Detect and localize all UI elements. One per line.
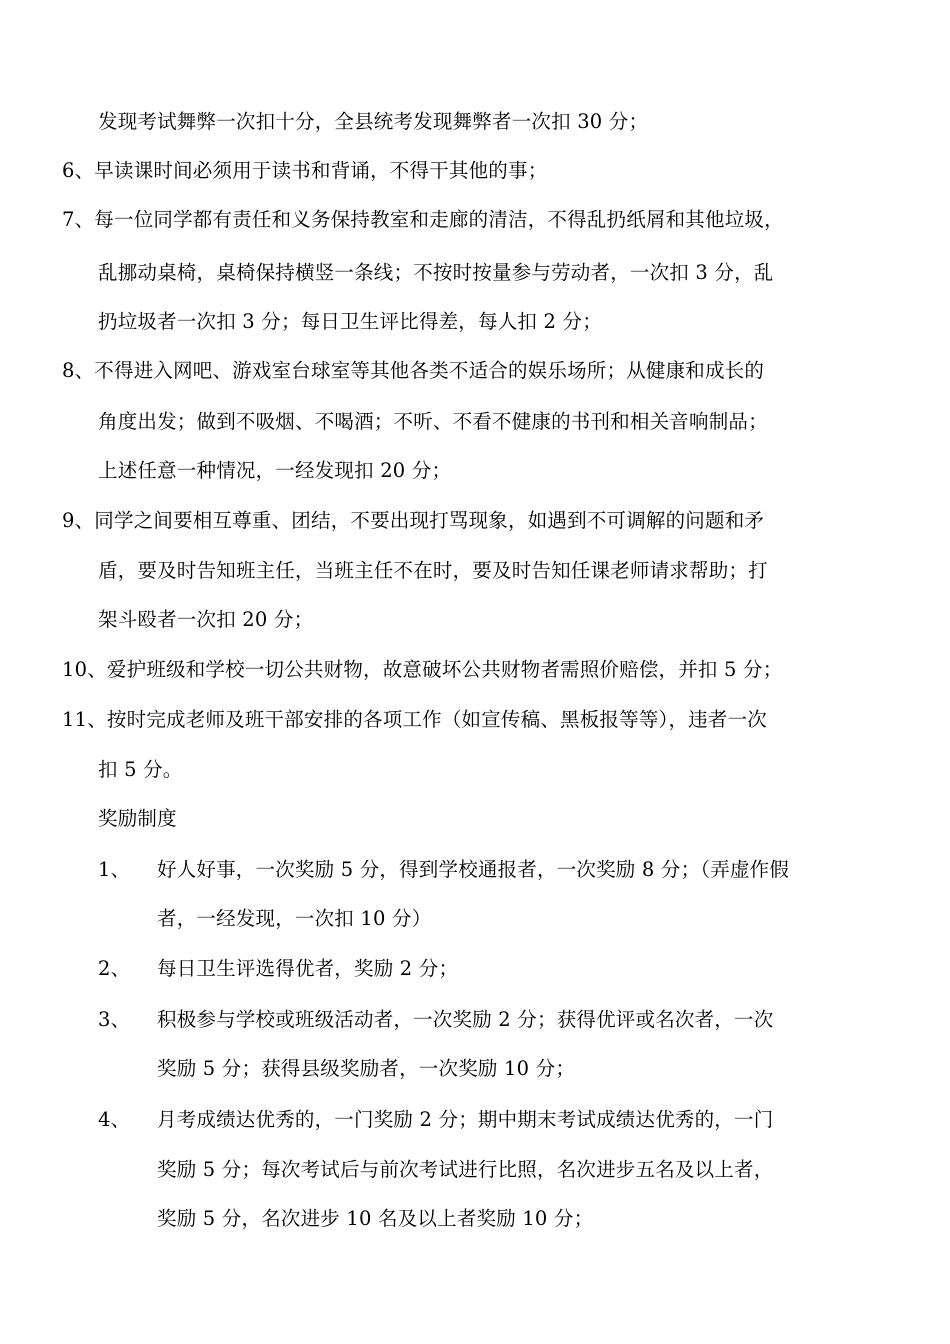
reward-number: 4、 (98, 1108, 131, 1131)
rule-item-11: 11、按时完成老师及班干部安排的各项工作（如宣传稿、黑板报等等），违者一次 (62, 708, 767, 731)
reward-number: 1、 (98, 858, 131, 881)
rule-item-9: 9、同学之间要相互尊重、团结，不要出现打骂现象，如遇到不可调解的问题和矛 (62, 509, 765, 532)
rule-item-6: 6、早读课时间必须用于读书和背诵，不得干其他的事； (62, 159, 548, 182)
rule-item-10: 10、爱护班级和学校一切公共财物，故意破坏公共财物者需照价赔偿，并扣 5 分； (62, 658, 783, 681)
text-line: 扣 5 分。 (98, 758, 183, 781)
rule-item-8: 8、不得进入网吧、游戏室台球室等其他各类不适合的娱乐场所；从健康和成长的 (62, 359, 765, 382)
reward-item-4: 月考成绩达优秀的，一门奖励 2 分；期中期末考试成绩达优秀的，一门 (157, 1108, 774, 1131)
text-line: 者，一经发现，一次扣 10 分） (157, 907, 432, 930)
reward-item-3: 积极参与学校或班级活动者，一次奖励 2 分；获得优评或名次者，一次 (157, 1008, 774, 1031)
text-line: 上述任意一种情况，一经发现扣 20 分； (98, 459, 452, 482)
text-line: 架斗殴者一次扣 20 分； (98, 608, 314, 631)
section-heading: 奖励制度 (98, 807, 177, 830)
rule-item-7: 7、每一位同学都有责任和义务保持教室和走廊的清洁，不得乱扔纸屑和其他垃圾， (62, 208, 784, 231)
reward-number: 3、 (98, 1008, 131, 1031)
text-line: 盾，要及时告知班主任，当班主任不在时，要及时告知任课老师请求帮助；打 (98, 559, 768, 582)
text-line: 奖励 5 分，名次进步 10 名及以上者奖励 10 分； (157, 1207, 594, 1230)
text-line: 奖励 5 分；每次考试后与前次考试进行比照，名次进步五名及以上者， (157, 1158, 774, 1181)
text-line: 扔垃圾者一次扣 3 分；每日卫生评比得差，每人扣 2 分； (98, 310, 602, 333)
text-line: 发现考试舞弊一次扣十分，全县统考发现舞弊者一次扣 30 分； (98, 110, 649, 133)
reward-item-2: 每日卫生评选得优者，奖励 2 分； (157, 957, 459, 980)
text-line: 角度出发；做到不吸烟、不喝酒；不听、不看不健康的书刊和相关音响制品； (98, 410, 768, 433)
text-line: 奖励 5 分；获得县级奖励者，一次奖励 10 分； (157, 1057, 576, 1080)
reward-item-1: 好人好事，一次奖励 5 分，得到学校通报者，一次奖励 8 分；（弄虚作假 (157, 858, 790, 881)
reward-number: 2、 (98, 957, 131, 980)
text-line: 乱挪动桌椅，桌椅保持横竖一条线；不按时按量参与劳动者，一次扣 3 分，乱 (98, 261, 774, 284)
